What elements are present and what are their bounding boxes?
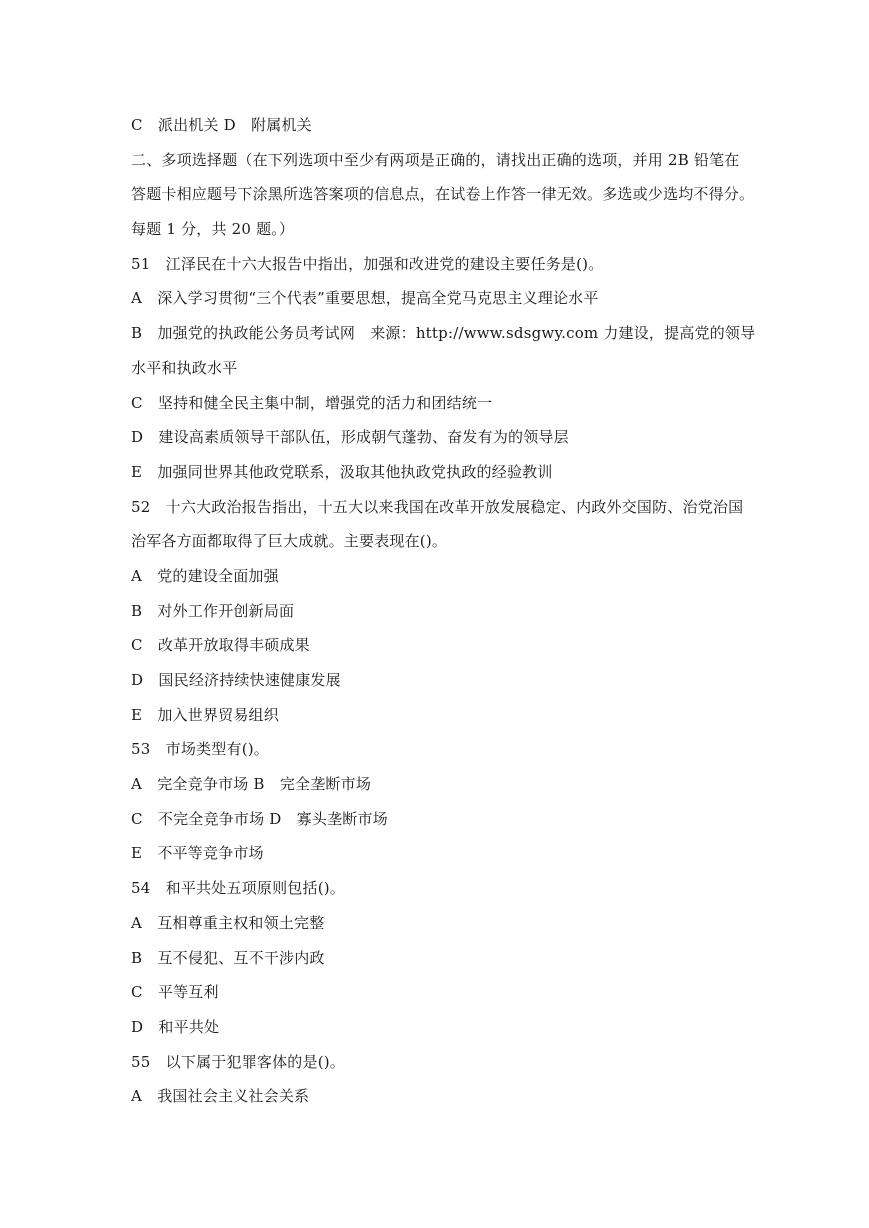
text-line: 每题 1 分，共 20 题。） <box>131 220 295 239</box>
question-55: 55 以下属于犯罪客体的是()。 <box>131 1052 345 1071</box>
document-body <box>131 108 756 1114</box>
option-line: A 党的建设全面加强 <box>131 566 279 585</box>
option-line: E 加强同世界其他政党联系，汲取其他执政党执政的经验教训 <box>131 462 553 481</box>
option-line: B 对外工作开创新局面 <box>131 601 295 620</box>
option-line: A 我国社会主义社会关系 <box>131 1087 310 1106</box>
text-line: 水平和执政水平 <box>131 358 238 377</box>
option-line: A 完全竞争市场 B 完全垄断市场 <box>131 775 372 794</box>
section-heading: 二、多项选择题（在下列选项中至少有两项是正确的，请找出正确的选项，并用 2B 铅笔在 <box>131 150 740 169</box>
question-53: 53 市场类型有()。 <box>131 740 269 759</box>
option-line: E 加入世界贸易组织 <box>131 705 279 724</box>
option-line: B 加强党的执政能公务员考试网 来源：http://www.sdsgwy.com 力建设，提高党的领导 <box>131 324 756 343</box>
question-52: 52 十六大政治报告指出，十五大以来我国在改革开放发展稳定、内政外交国防、治党治国 <box>131 497 744 516</box>
text-line: 答题卡相应题号下涂黑所选答案项的信息点，在试卷上作答一律无效。多选或少选均不得分。 <box>131 185 755 204</box>
option-line: C 改革开放取得丰硕成果 <box>131 636 310 655</box>
option-line: C 坚持和健全民主集中制，增强党的活力和团结统一 <box>131 393 493 412</box>
question-54: 54 和平共处五项原则包括()。 <box>131 879 345 898</box>
option-line: C 不完全竞争市场 D 寡头垄断市场 <box>131 809 388 828</box>
text-line: C 派出机关 D 附属机关 <box>131 116 312 134</box>
option-line: D 国民经济持续快速健康发展 <box>131 671 341 689</box>
option-line: C 平等互利 <box>131 983 219 1002</box>
option-line: D 和平共处 <box>131 1017 220 1036</box>
text-line: 治军各方面都取得了巨大成就。主要表现在()。 <box>131 532 448 551</box>
option-line: B 互不侵犯、互不干涉内政 <box>131 948 325 967</box>
option-line: A 互相尊重主权和领土完整 <box>131 913 325 932</box>
option-line: E 不平等竞争市场 <box>131 844 264 863</box>
question-51: 51 江泽民在十六大报告中指出，加强和改进党的建设主要任务是()。 <box>131 254 604 273</box>
option-line: A 深入学习贯彻“三个代表”重要思想，提高全党马克思主义理论水平 <box>131 289 599 308</box>
option-line: D 建设高素质领导干部队伍，形成朝气蓬勃、奋发有为的领导层 <box>131 428 569 447</box>
